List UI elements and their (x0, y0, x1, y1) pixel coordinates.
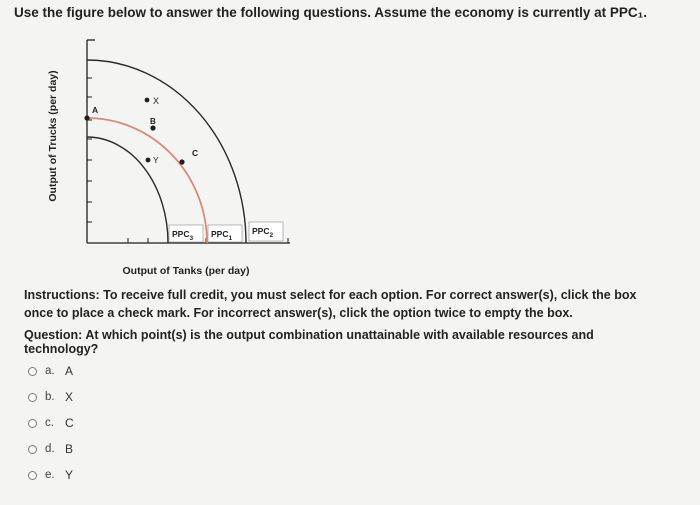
point-b-dot (150, 125, 155, 130)
option-c[interactable] (28, 414, 148, 432)
option-letter: a. (45, 365, 55, 377)
option-letter: e. (45, 469, 55, 481)
option-b[interactable] (28, 388, 148, 406)
option-label: B (65, 442, 74, 456)
radio-circle-icon[interactable] (28, 445, 37, 454)
option-label: X (65, 390, 74, 404)
point-a-label: A (92, 105, 99, 115)
point-x-label: X (153, 96, 160, 106)
x-axis-label: Output of Tanks (per day) (122, 265, 250, 277)
instructions-body: To receive full credit, you must select for each option. For correct answer(s), click the box once to place a check mark. For incorrect answer(s), click the option twice to empty the box. (24, 288, 637, 320)
svg-text:PPC1: $PPC_1$ (211, 229, 233, 242)
option-letter: d. (45, 443, 55, 455)
radio-circle-icon[interactable] (28, 393, 37, 402)
svg-text:PPC2: $PPC_2$ (252, 226, 274, 239)
ppc3-label (169, 225, 203, 242)
ppc2-curve (87, 60, 246, 243)
svg-text:PPC3: $PPC_3$ (172, 229, 194, 242)
option-d[interactable] (28, 440, 148, 458)
intro-text: Use the figure below to answer the following questions. Assume the economy is currently at PPC₁. (14, 5, 647, 20)
option-label: C (65, 416, 74, 430)
radio-circle-icon[interactable] (28, 471, 37, 480)
option-label: Y (65, 468, 74, 482)
radio-circle-icon[interactable] (28, 419, 37, 428)
point-b-label: B (150, 117, 156, 126)
instructions-text (24, 286, 664, 322)
instructions-label: Instructions: (24, 288, 100, 302)
point-c-label: C (192, 148, 199, 158)
radio-circle-icon[interactable] (28, 367, 37, 376)
ppc1-curve (87, 118, 207, 243)
ppc1-label (208, 225, 242, 242)
option-letter: c. (45, 417, 54, 429)
point-c-dot (179, 159, 184, 164)
ppc2-label (249, 222, 283, 241)
y-axis-label: Output of Trucks (per day) (47, 70, 59, 202)
ppc3-curve (87, 137, 168, 243)
option-label: A (65, 364, 74, 378)
point-y-dot (146, 158, 151, 163)
y-axis-ticks (87, 60, 92, 222)
option-e[interactable] (28, 466, 148, 484)
question-text: Question: At which point(s) is the output combination unattainable with available resources and technology? (24, 328, 594, 356)
point-y-label: Y (153, 155, 159, 165)
point-a-dot (84, 115, 89, 120)
point-x-dot (145, 98, 150, 103)
option-letter: b. (45, 391, 55, 403)
option-a[interactable] (28, 362, 148, 380)
